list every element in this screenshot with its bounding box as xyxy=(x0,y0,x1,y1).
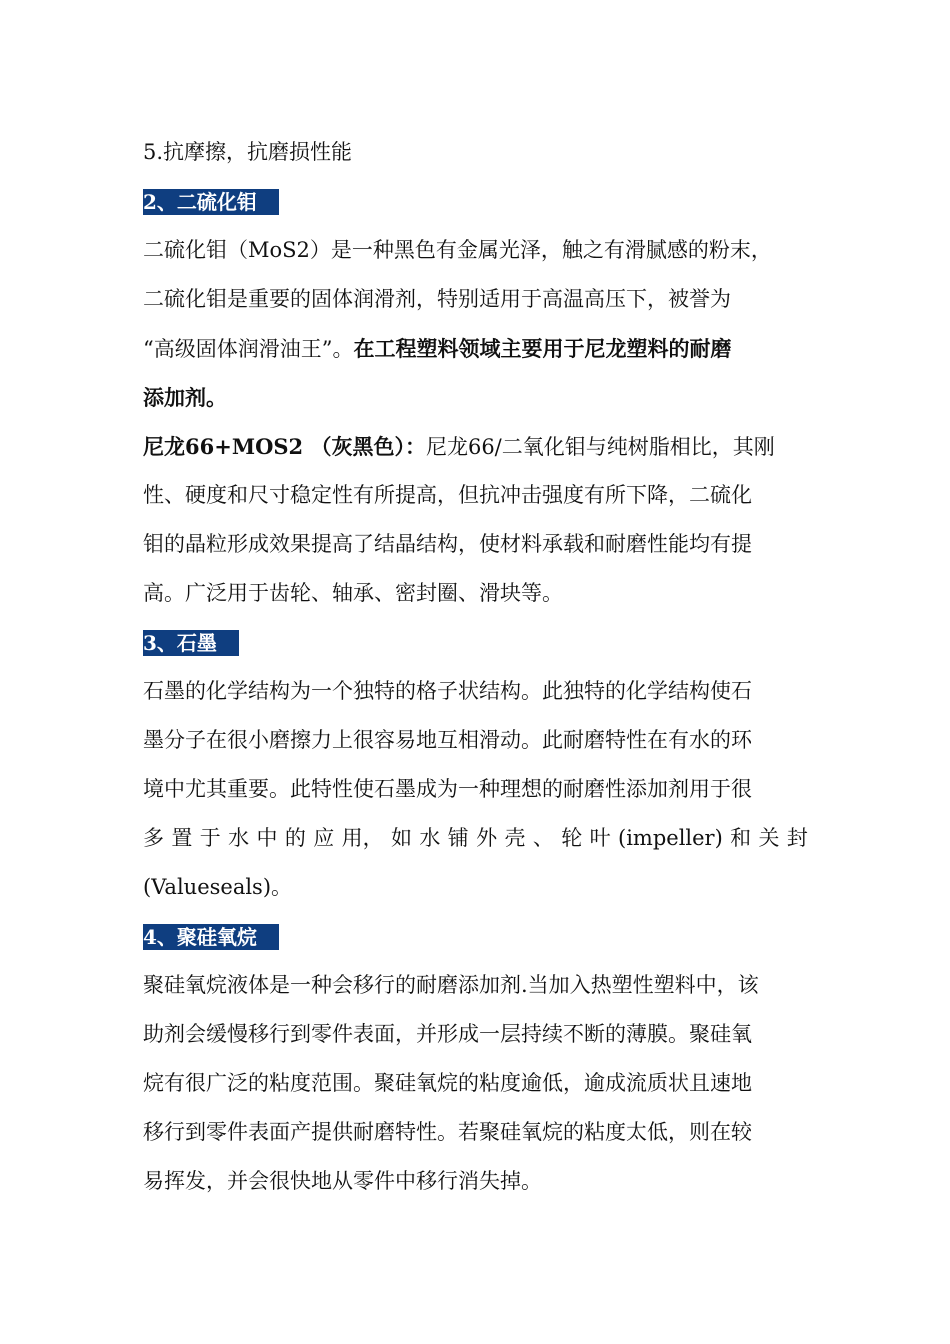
justified-token: 的 xyxy=(284,826,306,850)
paragraph-line: 墨分子在很小磨擦力上很容易地互相滑动。此耐磨特性在有水的环 xyxy=(143,728,752,752)
paragraph-line: 境中尤其重要。此特性使石墨成为一种理想的耐磨性添加剂用于很 xyxy=(143,777,752,801)
paragraph-line xyxy=(143,324,808,373)
justified-token: 封 xyxy=(786,826,808,850)
justified-token: 如 xyxy=(391,826,412,850)
paragraph-text: “高级固体润滑油王”。 xyxy=(143,337,354,361)
justified-token: (impeller) xyxy=(618,826,723,850)
paragraph-line xyxy=(143,422,808,471)
emphasis-text: 在工程塑料领域主要用于尼龙塑料的耐磨 xyxy=(353,336,732,361)
paragraph-line: 二硫化钼是重要的固体润滑剂，特别适用于高温高压下，被誉为 xyxy=(143,287,731,311)
justified-token: 关 xyxy=(758,826,780,850)
section-heading-mos2: 2、二硫化钼 xyxy=(143,189,279,215)
section-heading-graphite: 3、石墨 xyxy=(143,630,239,656)
paragraph-line: 性、硬度和尺寸稳定性有所提高，但抗冲击强度有所下降，二硫化 xyxy=(143,483,752,507)
justified-token: 置 xyxy=(171,826,193,850)
paragraph-line: 易挥发，并会很快地从零件中移行消失掉。 xyxy=(143,1169,542,1193)
justified-token: 多 xyxy=(143,826,164,850)
document-page xyxy=(143,128,808,1206)
paragraph-line: 高。广泛用于齿轮、轴承、密封圈、滑块等。 xyxy=(143,581,563,605)
paragraph-line: 移行到零件表面产提供耐磨特性。若聚硅氧烷的粘度太低，则在较 xyxy=(143,1120,752,1144)
justified-token: 和 xyxy=(730,826,752,850)
justified-paragraph-line xyxy=(143,814,808,863)
paragraph-line: 石墨的化学结构为一个独特的格子状结构。此独特的化学结构使石 xyxy=(143,679,752,703)
paragraph-line: 聚硅氧烷液体是一种会移行的耐磨添加剂.当加入热塑性塑料中，该 xyxy=(143,973,759,997)
paragraph-line: 烷有很广泛的粘度范围。聚硅氧烷的粘度逾低，逾成流质状且速地 xyxy=(143,1071,752,1095)
justified-token: 叶 xyxy=(589,826,611,850)
justified-token: 于 xyxy=(199,826,221,850)
justified-token: 用， xyxy=(341,826,384,850)
justified-token: 铺 xyxy=(447,826,469,850)
justified-token: 外 xyxy=(476,826,498,850)
product-label: 尼龙66+MOS2 （灰黑色）： xyxy=(143,434,426,459)
justified-token: 水 xyxy=(228,826,250,850)
paragraph-text: 尼龙66/二氧化钼与纯树脂相比，其刚 xyxy=(425,435,775,459)
justified-token: 应 xyxy=(313,826,335,850)
paragraph-line: 助剂会缓慢移行到零件表面，并形成一层持续不断的薄膜。聚硅氧 xyxy=(143,1022,752,1046)
section-heading-polysiloxane: 4、聚硅氧烷 xyxy=(143,924,279,950)
emphasis-line: 添加剂。 xyxy=(143,385,227,410)
justified-token: 轮 xyxy=(561,826,583,850)
paragraph-line: (Valueseals)。 xyxy=(143,875,293,899)
paragraph-line: 钼的晶粒形成效果提高了结晶结构，使材料承载和耐磨性能均有提 xyxy=(143,532,752,556)
justified-token: 、 xyxy=(532,826,554,850)
justified-token: 壳 xyxy=(504,826,526,850)
paragraph-line: 二硫化钼（MoS2）是一种黑色有金属光泽，触之有滑腻感的粉末， xyxy=(143,238,772,262)
intro-line: 5.抗摩擦，抗磨损性能 xyxy=(143,140,353,164)
justified-token: 中 xyxy=(256,826,278,850)
justified-token: 水 xyxy=(419,826,441,850)
